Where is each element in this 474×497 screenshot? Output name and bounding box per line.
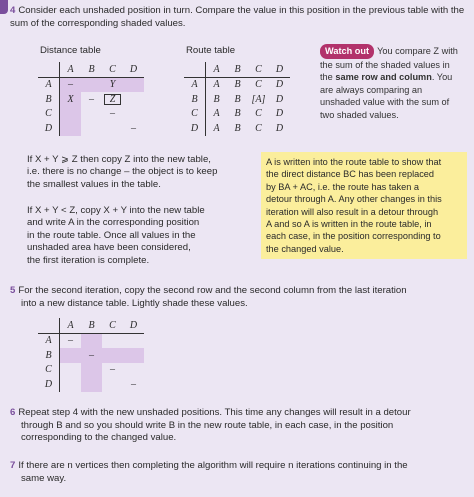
cell: C: [255, 108, 262, 120]
cell: [60, 348, 82, 363]
step-line: through B and so you should write B in the new route table, in each case, in the position: [21, 419, 394, 431]
rule-line: If X + Y < Z, copy X + Y into the new table: [27, 205, 205, 216]
col-header: C: [102, 62, 123, 77]
cell: Y: [102, 77, 123, 92]
cell: –: [60, 77, 82, 92]
row-header: B: [38, 348, 60, 363]
row-header: D: [38, 377, 60, 392]
note-line: A is written into the route table to show that: [266, 157, 442, 167]
watch-out-text-1: You compare Z with the sum of the shaded values in the: [320, 46, 458, 83]
rule-replace: [27, 205, 259, 267]
rule-line: and write A in the corresponding position: [27, 217, 200, 229]
cell: D: [275, 122, 284, 134]
cell: C: [255, 122, 262, 134]
rule-line: the first iteration is complete.: [27, 254, 150, 266]
row-header: A: [184, 77, 206, 92]
note-line: detour through A. Any other changes in this: [266, 194, 442, 205]
col-header: D: [123, 318, 144, 333]
col-header: A: [60, 318, 82, 333]
rule-line: If X + Y ⩾ Z then copy Z into the new table,: [27, 154, 211, 165]
cell: [81, 333, 102, 348]
note-line: the direct distance BC has been replaced: [266, 169, 435, 180]
cell: [123, 77, 144, 92]
watch-out-bold: same row and column: [335, 72, 432, 83]
cell: –: [89, 93, 94, 105]
rule-line: in the route table. Once all values in the: [27, 229, 196, 241]
cell: [81, 107, 102, 122]
rule-no-change: [27, 154, 259, 191]
cell: [81, 377, 102, 392]
step-number: 7: [10, 460, 16, 471]
distance-table: [38, 62, 144, 136]
cell: [81, 121, 102, 136]
cell: –: [110, 364, 115, 376]
note-line: A and so A is written in the route table, in: [266, 219, 432, 230]
row-header: C: [38, 107, 60, 122]
cell: B: [213, 93, 220, 105]
cell: D: [275, 79, 284, 91]
rule-line: i.e. there is no change – the object is to keep: [27, 166, 218, 178]
cell: A: [213, 122, 220, 134]
section-marker: [0, 0, 8, 14]
step-7: [10, 460, 465, 485]
col-header: C: [102, 318, 123, 333]
cell: B: [234, 79, 241, 91]
cell: [123, 92, 144, 107]
cell: [123, 333, 144, 348]
watch-out-text-2: . You are always comparing an unshaded value with the sum of two shaded values.: [320, 72, 453, 120]
step-line: For the second iteration, copy the second row and the second column from the last iteration: [18, 285, 407, 296]
route-table-label: Route table: [186, 45, 236, 56]
step-6: [10, 407, 465, 445]
col-header: D: [269, 62, 290, 77]
note-line: each case, in the position corresponding to: [266, 231, 441, 242]
cell: –: [68, 335, 73, 347]
cell: –: [131, 122, 136, 134]
cell: B: [234, 122, 241, 134]
row-header: B: [38, 92, 60, 107]
step-number: 5: [10, 285, 16, 296]
row-header: D: [38, 121, 60, 136]
route-table: [184, 62, 290, 136]
step-5: [10, 285, 465, 310]
cell: [102, 333, 123, 348]
cell: [81, 363, 102, 378]
step-line: into a new distance table. Lightly shade these values.: [21, 297, 248, 309]
row-header: A: [38, 333, 60, 348]
step-number: 4: [10, 5, 16, 16]
cell: C: [255, 79, 262, 91]
cell: [60, 363, 82, 378]
cell: [60, 107, 82, 122]
cell: B: [234, 93, 241, 105]
col-header: B: [81, 62, 102, 77]
step-number: 6: [10, 407, 16, 418]
cell: [60, 121, 82, 136]
row-header: C: [184, 107, 206, 122]
cell: [81, 77, 102, 92]
cell: –: [131, 378, 136, 390]
note-line: iteration will also result in a detour through: [266, 206, 439, 217]
cell: [123, 363, 144, 378]
row-header: D: [184, 121, 206, 136]
step-line: If there are n vertices then completing the algorithm will require n iterations continuing in the: [18, 460, 408, 471]
cell: –: [81, 348, 102, 363]
cell: X: [60, 92, 82, 107]
watch-out-note: [320, 44, 460, 122]
distance-table-label: Distance table: [40, 45, 101, 56]
col-header: C: [248, 62, 269, 77]
cell: [60, 377, 82, 392]
note-line: the changed value.: [266, 243, 344, 254]
cell: [102, 377, 123, 392]
cell: D: [275, 93, 284, 105]
cell: [102, 121, 123, 136]
rule-line: the smallest values in the table.: [27, 178, 161, 190]
step-text: Consider each unshaded position in turn. Compare the value in this position in the previous table with the sum of the corresponding shaded values.: [10, 5, 465, 29]
step-line: corresponding to the changed value.: [21, 432, 177, 444]
row-header: C: [38, 363, 60, 378]
rule-line: unshaded area have been considered,: [27, 242, 191, 254]
row-header: B: [184, 92, 206, 107]
col-header: B: [81, 318, 102, 333]
cell: D: [275, 108, 284, 120]
col-header: A: [60, 62, 82, 77]
col-header: A: [206, 62, 228, 77]
step-4: [10, 5, 465, 30]
cell: A: [213, 108, 220, 120]
new-distance-table: [38, 318, 144, 392]
step-line: Repeat step 4 with the new unshaded positions. This time any changes will result in a detour: [18, 407, 411, 418]
note-line: by BA + AC, i.e. the route has taken a: [266, 181, 419, 192]
step-line: same way.: [21, 472, 67, 484]
cell: B: [234, 108, 241, 120]
cell: [A]: [251, 93, 266, 105]
cell: A: [213, 79, 220, 91]
cell: [123, 348, 144, 363]
cell: [102, 348, 123, 363]
col-header: B: [227, 62, 248, 77]
watch-out-badge: Watch out: [320, 44, 374, 59]
row-header: A: [38, 77, 60, 92]
route-note-box: [261, 152, 467, 259]
cell: [123, 107, 144, 122]
cell: Z: [102, 92, 123, 107]
cell: –: [110, 108, 115, 120]
col-header: D: [123, 62, 144, 77]
